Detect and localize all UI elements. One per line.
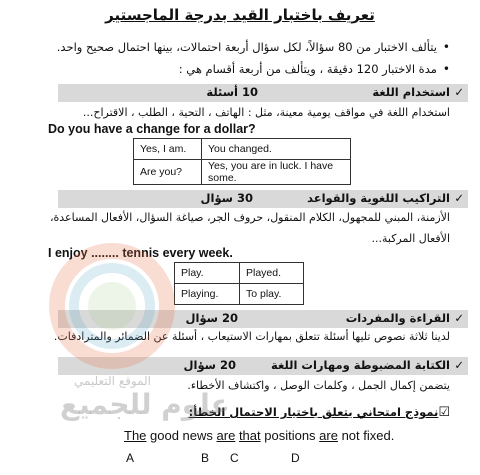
bullet-icon: •	[442, 62, 450, 76]
section-description: الأزمنة، المبني للمجهول، الكلام المنقول، حروف الجر، صياغة السؤال، الأفعال المساعدة، الأفعال المركبة...	[49, 211, 450, 245]
question-sentence: I enjoy ........ tennis every week.	[48, 246, 233, 260]
bullet-item	[30, 62, 450, 76]
watermark-logo	[42, 236, 182, 376]
bullet-text: مدة الاختبار 120 دقيقة ، ويتألف من أربعة أقسام هي :	[178, 62, 437, 76]
checkbox-icon: ☑	[438, 405, 450, 420]
options-table	[174, 262, 304, 305]
options-table	[133, 138, 351, 185]
check-icon: ✓	[454, 191, 464, 205]
section-count: 30 سؤال	[200, 191, 253, 205]
section-description: يتضمن إكمال الجمل ، وكلمات الوصل ، واكتشاف الأخطاء.	[187, 379, 450, 392]
option-cell: You changed.	[202, 139, 351, 160]
section-header	[58, 84, 468, 102]
check-icon: ✓	[454, 358, 464, 372]
sentence-word-a: The	[124, 428, 147, 443]
table-row	[134, 160, 351, 185]
option-cell: Yes, I am.	[134, 139, 202, 160]
option-cell: Are you?	[134, 160, 202, 185]
section-name: التراكيب اللغوية والقواعد	[307, 191, 450, 205]
watermark-small-text: الموقع التعليمي	[74, 374, 151, 388]
model-sentence	[124, 428, 394, 443]
watermark-large-text: علوم للجميع	[60, 388, 230, 421]
sentence-word-b: are	[216, 428, 236, 443]
bullet-icon: •	[442, 40, 450, 54]
question-sentence: Do you have a change for a dollar?	[48, 122, 256, 136]
option-letter-b: B	[201, 451, 210, 465]
section-count: 10 أسئلة	[206, 85, 258, 99]
check-icon: ✓	[454, 311, 464, 325]
option-letter-c: C	[230, 451, 239, 465]
option-cell: Playing.	[175, 284, 240, 305]
table-row	[175, 284, 304, 305]
section-count: 20 سؤال	[183, 358, 236, 372]
sentence-text: positions	[260, 428, 320, 443]
table-row	[175, 263, 304, 284]
option-cell: To play.	[240, 284, 304, 305]
sentence-word-d: are	[319, 428, 338, 443]
option-cell: Play.	[175, 263, 240, 284]
sentence-text: not fixed.	[337, 428, 395, 443]
model-label-text: نموذج امتحاني يتعلق باختيار الاحتمال الخطأ:	[188, 405, 439, 419]
table-row	[134, 139, 351, 160]
section-name: استخدام اللغة	[372, 85, 450, 99]
section-description: لدينا ثلاثة نصوص تليها أسئلة تتعلق بمهارات الاستيعاب ، أسئلة عن الضمائر والمترادفات.	[53, 330, 450, 343]
check-icon: ✓	[454, 85, 464, 99]
section-header	[58, 190, 468, 208]
section-count: 20 سؤال	[185, 311, 238, 325]
option-letter-d: D	[291, 451, 300, 465]
option-cell: Played.	[240, 263, 304, 284]
section-description: استخدام اللغة في مواقف يومية معينة، مثل : الهاتف ، التحية ، الطلب ، الاقتراح...	[82, 106, 450, 119]
sentence-word-c: that	[238, 428, 261, 443]
section-name: القراءة والمفردات	[345, 311, 450, 325]
bullet-text: يتألف الاختبار من 80 سؤالاً، لكل سؤال أربعة احتمالات، بينها احتمال صحيح واحد.	[56, 40, 437, 54]
sentence-text: good news	[146, 428, 217, 443]
option-cell: Yes, you are in luck. I have some.	[202, 160, 351, 185]
section-name: الكتابة المضبوطة ومهارات اللغة	[271, 358, 450, 372]
page-title: تعريف باختبار القيد بدرجة الماجستير	[105, 6, 375, 24]
option-letter-a: A	[126, 451, 135, 465]
bullet-item	[30, 40, 450, 54]
